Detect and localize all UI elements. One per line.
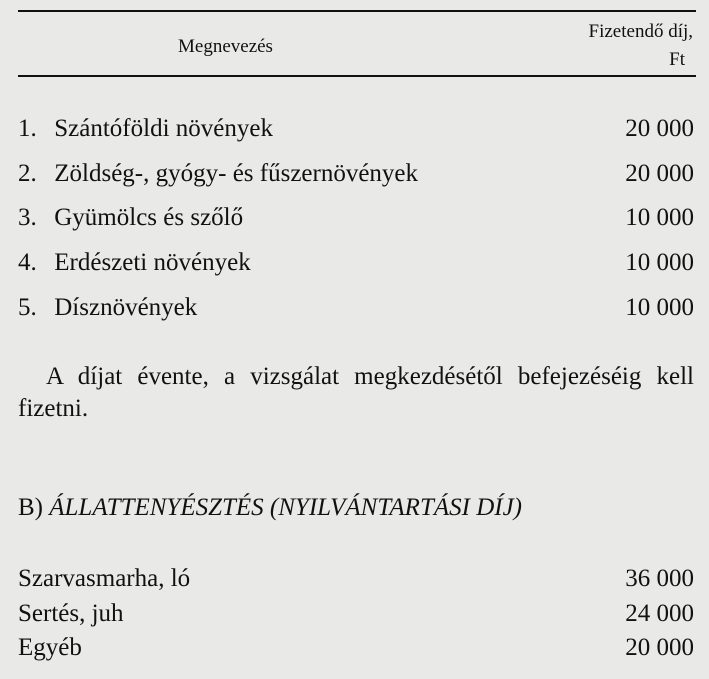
table-header-rule xyxy=(18,75,696,77)
fee-note-text: A díjat évente, a vizsgálat megkezdésétől befejezéséig kell fizetni. xyxy=(18,363,694,422)
column-header-name: Megnevezés xyxy=(178,36,273,57)
section-b-prefix: B) xyxy=(18,494,43,521)
row-fee: 20 000 xyxy=(625,115,694,142)
row-name: Egyéb xyxy=(18,634,82,661)
row-fee: 10 000 xyxy=(625,294,694,321)
row-name: Szántóföldi növények xyxy=(54,115,273,142)
row-fee: 10 000 xyxy=(625,249,694,276)
row-number: 1. xyxy=(18,115,37,142)
column-header-fee-label: Fizetendő díj, xyxy=(588,21,693,42)
table-row xyxy=(18,634,694,662)
row-number: 5. xyxy=(18,294,37,321)
row-number: 2. xyxy=(18,160,37,187)
row-fee: 24 000 xyxy=(625,600,694,627)
column-header-fee-unit: Ft xyxy=(669,49,685,70)
row-name: Gyümölcs és szőlő xyxy=(54,204,244,231)
column-header-fee xyxy=(589,18,693,74)
table-row xyxy=(18,565,694,593)
row-fee: 20 000 xyxy=(625,634,694,661)
row-number: 4. xyxy=(18,249,37,276)
row-name: Erdészeti növények xyxy=(54,249,251,276)
fee-note-paragraph xyxy=(18,361,694,425)
row-fee: 20 000 xyxy=(625,160,694,187)
table-row xyxy=(18,600,694,628)
section-b-title: ÁLLATTENYÉSZTÉS (NYILVÁNTARTÁSI DÍJ) xyxy=(49,494,522,521)
table-row xyxy=(18,294,694,322)
table-row xyxy=(18,204,694,232)
row-fee: 36 000 xyxy=(625,565,694,592)
row-name: Sertés, juh xyxy=(18,600,124,627)
row-number: 3. xyxy=(18,204,37,231)
table-top-rule xyxy=(18,10,696,12)
table-row xyxy=(18,115,694,143)
section-b-heading xyxy=(18,494,522,522)
table-row xyxy=(18,160,694,188)
table-row xyxy=(18,249,694,277)
row-name: Szarvasmarha, ló xyxy=(18,565,191,592)
row-name: Zöldség-, gyógy- és fűszernövények xyxy=(54,160,419,187)
row-name: Dísznövények xyxy=(54,294,198,321)
row-fee: 10 000 xyxy=(625,204,694,231)
